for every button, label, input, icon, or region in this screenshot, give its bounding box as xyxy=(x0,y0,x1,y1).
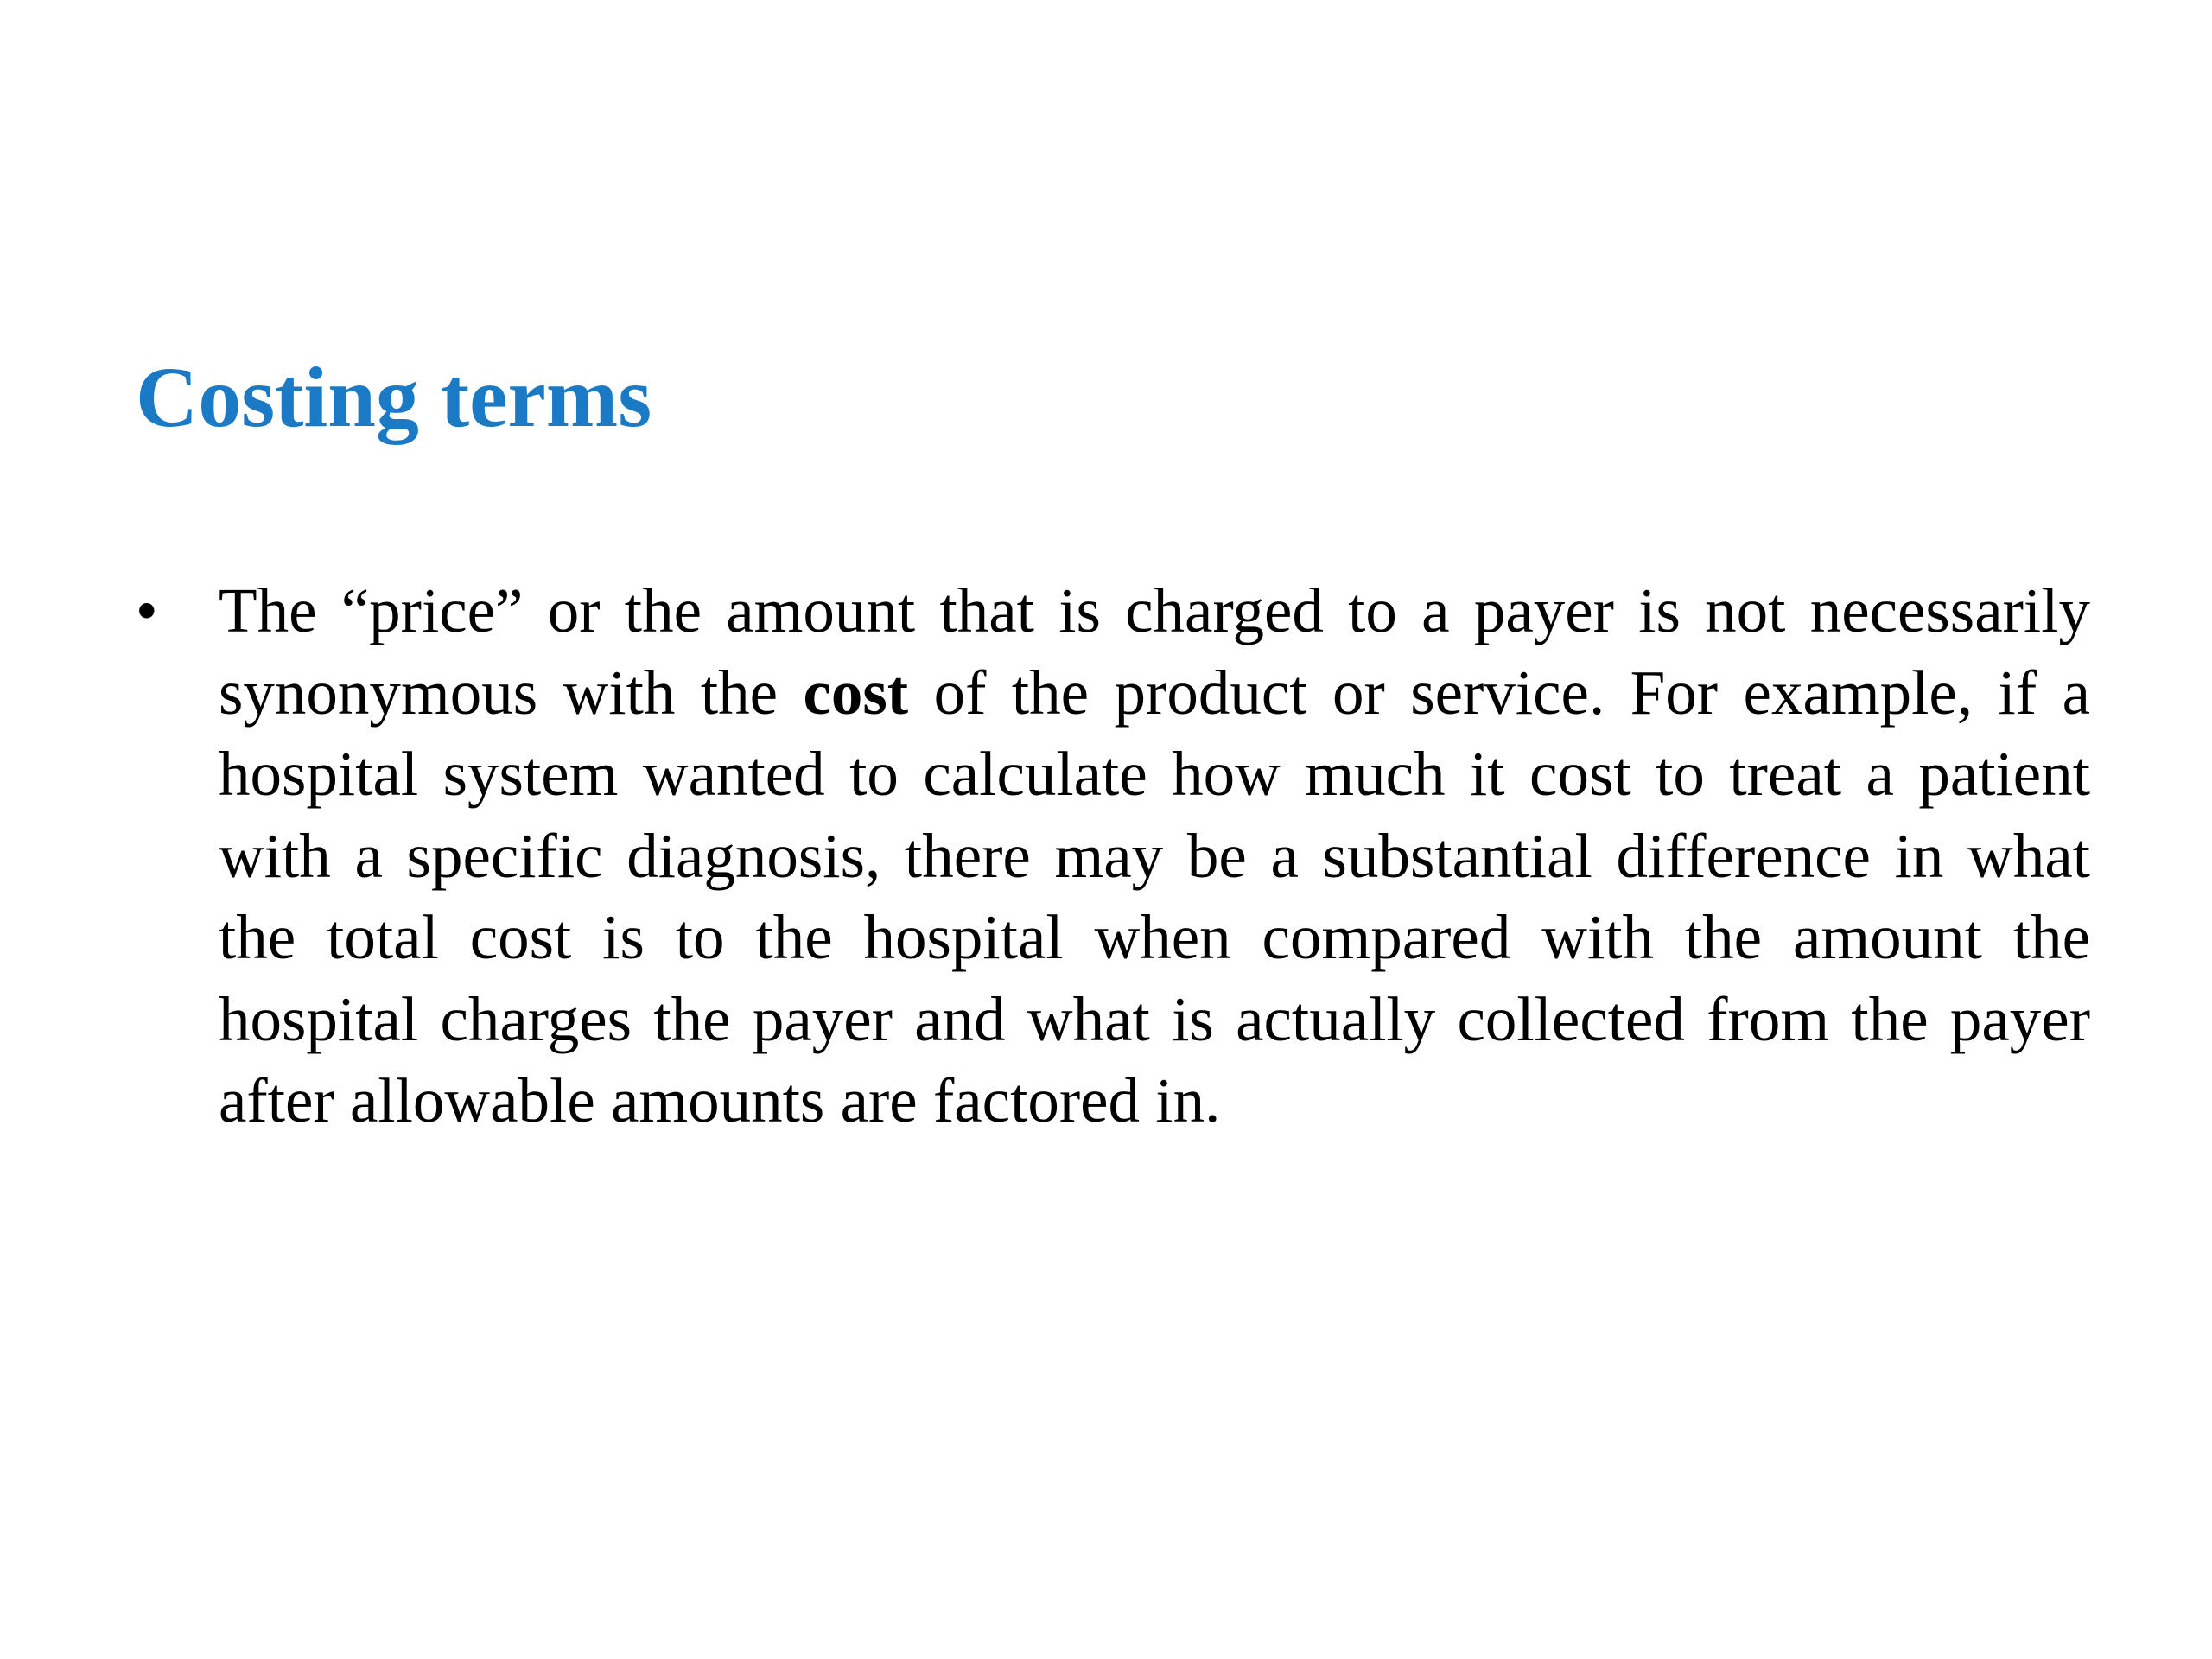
bullet-item xyxy=(136,570,2090,1142)
bullet-text-part: of the product or service. For example, if a hospital system wanted to calculate how much it cost to treat a patient with a specific diagnosis, there may be a substantial difference in what the total cost is to the hospital when compared with the amount the hospital charges the payer and what is actually collected from the payer after allowable amounts are factored in. xyxy=(219,657,2090,1135)
bullet-emphasis-term: cost xyxy=(803,657,909,728)
bullet-marker: • xyxy=(136,575,158,645)
bullet-list xyxy=(136,570,2090,1142)
bullet-text-part: The “price” or the amount that is charged to a payer is not necessarily synonymous with the xyxy=(219,575,2090,728)
bullet-text xyxy=(219,575,2090,1135)
slide-title: Costing terms xyxy=(136,349,652,445)
